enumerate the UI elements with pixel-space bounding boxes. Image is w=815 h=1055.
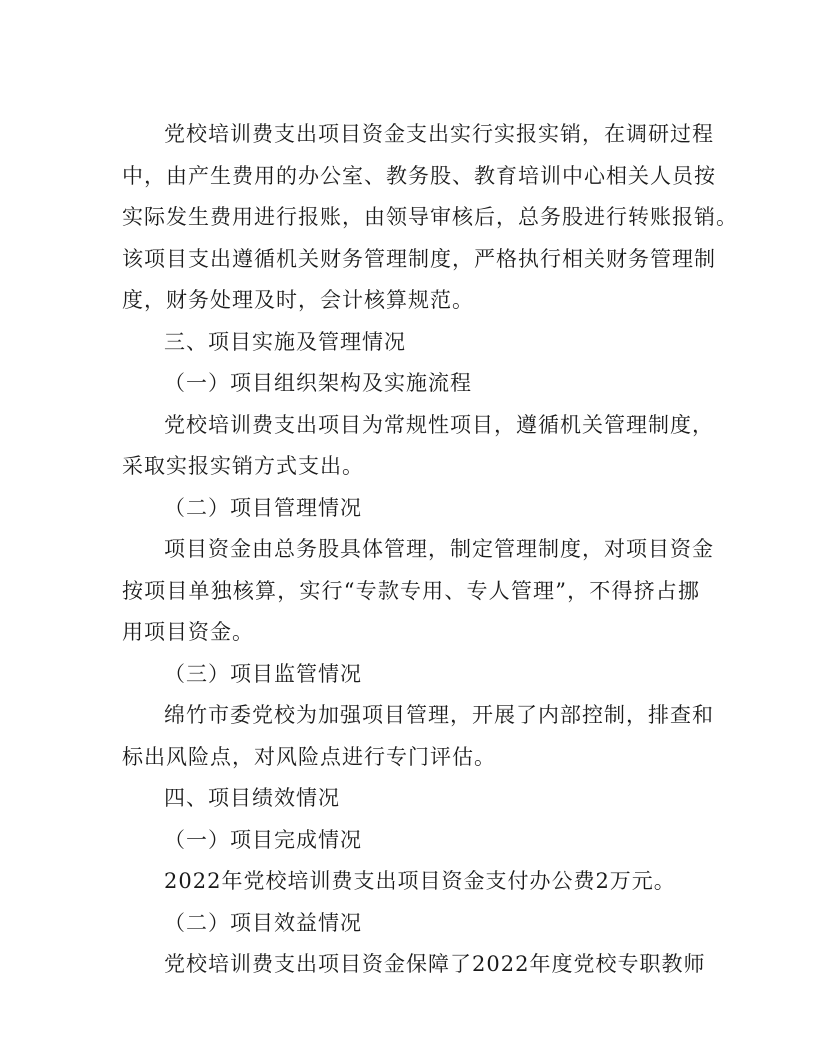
text-line: （一）项目组织架构及实施流程 <box>164 371 472 395</box>
document-body <box>122 114 738 986</box>
text-line: 实际发生费用进行报账，由领导审核后，总务股进行转账报销。 <box>122 205 738 229</box>
text-line: 该项目支出遵循机关财务管理制度，严格执行相关财务管理制 <box>122 246 716 271</box>
text-line: （三）项目监管情况 <box>164 661 362 686</box>
text-line: 项目资金由总务股具体管理，制定管理制度，对项目资金 <box>164 537 714 561</box>
text-line: 按项目单独核算，实行“专款专用、专人管理”，不得挤占挪 <box>122 578 700 603</box>
text-line: （一）项目完成情况 <box>164 827 362 852</box>
text-line: 党校培训费支出项目为常规性项目，遵循机关管理制度， <box>164 412 714 437</box>
text-line: 三、项目实施及管理情况 <box>164 329 406 354</box>
text-line: 四、项目绩效情况 <box>164 786 340 810</box>
text-line: 度，财务处理及时，会计核算规范。 <box>122 288 474 312</box>
text-line: （二）项目效益情况 <box>164 910 362 935</box>
text-line: 用项目资金。 <box>122 620 254 644</box>
text-line: （二）项目管理情况 <box>164 495 362 520</box>
text-line: 党校培训费支出项目资金支出实行实报实销，在调研过程 <box>164 122 714 146</box>
text-line: 采取实报实销方式支出。 <box>122 454 364 478</box>
text-line: 中，由产生费用的办公室、教务股、教育培训中心相关人员按 <box>122 163 716 188</box>
text-line: 标出风险点，对风险点进行专门评估。 <box>122 744 496 769</box>
text-line: 绵竹市委党校为加强项目管理，开展了内部控制，排查和 <box>164 703 714 727</box>
text-line: 2022年党校培训费支出项目资金支付办公费2万元。 <box>164 869 676 893</box>
text-line: 党校培训费支出项目资金保障了2022年度党校专职教师 <box>164 952 706 976</box>
